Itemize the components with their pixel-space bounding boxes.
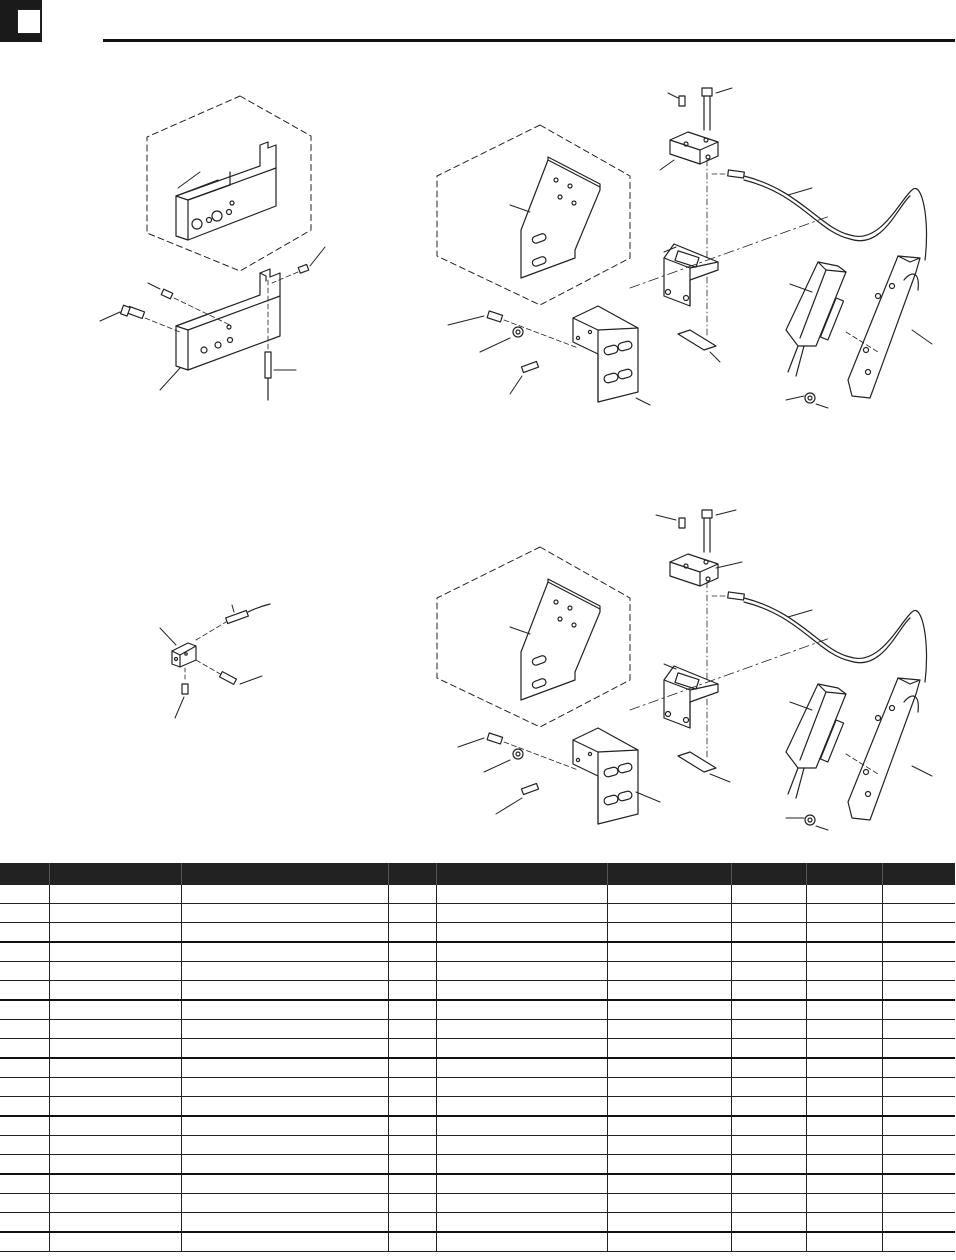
table-cell bbox=[49, 923, 181, 943]
small-sensor-block bbox=[172, 643, 196, 667]
table-cell bbox=[607, 1058, 731, 1078]
table-cell bbox=[882, 1232, 955, 1252]
table-cell bbox=[181, 962, 388, 981]
table-cell bbox=[388, 885, 436, 904]
set-screw-left bbox=[161, 289, 173, 299]
table-cell bbox=[436, 923, 607, 943]
table-cell bbox=[0, 1020, 49, 1039]
table-cell bbox=[806, 981, 882, 1001]
table-cell bbox=[388, 1078, 436, 1097]
table-cell bbox=[731, 1097, 806, 1117]
table-cell bbox=[806, 1116, 882, 1136]
table-cell bbox=[806, 1020, 882, 1039]
table-cell bbox=[49, 962, 181, 981]
table-cell bbox=[49, 1020, 181, 1039]
table-cell bbox=[436, 981, 607, 1001]
table-cell bbox=[607, 1039, 731, 1059]
optional-sensor-block bbox=[176, 142, 276, 240]
table-cell bbox=[181, 923, 388, 943]
small-set-screw bbox=[182, 684, 188, 694]
table-row bbox=[0, 1058, 955, 1078]
table-cell bbox=[388, 1116, 436, 1136]
table-cell bbox=[388, 1213, 436, 1233]
optional-mounting-bracket bbox=[521, 157, 600, 278]
table-cell bbox=[388, 981, 436, 1001]
table-cell bbox=[607, 1194, 731, 1213]
table-cell bbox=[731, 1194, 806, 1213]
table-row bbox=[0, 962, 955, 981]
table-cell bbox=[388, 1136, 436, 1155]
table-cell bbox=[436, 1194, 607, 1213]
sensor-holder-block bbox=[670, 554, 718, 586]
table-cell bbox=[49, 1097, 181, 1117]
table-cell bbox=[388, 923, 436, 943]
table-cell bbox=[181, 1078, 388, 1097]
table-cell bbox=[806, 1058, 882, 1078]
table-cell bbox=[388, 942, 436, 962]
table-cell bbox=[806, 885, 882, 904]
table-cell bbox=[731, 1232, 806, 1252]
table-cell bbox=[607, 1097, 731, 1117]
table-cell bbox=[49, 1000, 181, 1020]
table-cell bbox=[607, 1232, 731, 1252]
table-cell bbox=[436, 1078, 607, 1097]
table-cell bbox=[181, 1058, 388, 1078]
table-cell bbox=[882, 1097, 955, 1117]
table-cell bbox=[806, 1213, 882, 1233]
table-cell bbox=[607, 904, 731, 923]
table-cell bbox=[731, 962, 806, 981]
small-sensor-assembly-bottom-left bbox=[160, 604, 270, 718]
din-rail-plate bbox=[848, 256, 920, 398]
table-cell bbox=[0, 904, 49, 923]
table-cell bbox=[0, 1000, 49, 1020]
table-cell bbox=[882, 885, 955, 904]
table-cell bbox=[806, 923, 882, 943]
parts-list-table bbox=[0, 863, 955, 1252]
table-cell bbox=[731, 904, 806, 923]
table-row bbox=[0, 885, 955, 904]
table-cell bbox=[882, 1078, 955, 1097]
washer bbox=[513, 749, 523, 759]
nut-bottom bbox=[805, 393, 815, 403]
table-cell bbox=[181, 904, 388, 923]
washer bbox=[513, 327, 523, 337]
table-cell bbox=[436, 1000, 607, 1020]
table-cell bbox=[0, 981, 49, 1001]
fiber-cable bbox=[728, 170, 927, 260]
table-cell bbox=[436, 942, 607, 962]
table-cell bbox=[806, 1174, 882, 1194]
screw-1 bbox=[487, 733, 502, 744]
table-cell bbox=[0, 1078, 49, 1097]
table-header-row bbox=[0, 863, 955, 885]
table-cell bbox=[388, 1232, 436, 1252]
sensor-holder-block bbox=[670, 132, 718, 164]
table-cell bbox=[607, 1155, 731, 1175]
table-cell bbox=[731, 1078, 806, 1097]
table-row bbox=[0, 1194, 955, 1213]
table-cell bbox=[49, 1174, 181, 1194]
table-row bbox=[0, 1213, 955, 1233]
optional-mounting-bracket bbox=[521, 579, 600, 700]
table-cell bbox=[181, 1174, 388, 1194]
table-cell bbox=[882, 1116, 955, 1136]
table-cell bbox=[806, 1155, 882, 1175]
shim-plate bbox=[678, 330, 716, 350]
set-screw-top bbox=[679, 518, 685, 528]
screw-1 bbox=[487, 311, 502, 322]
table-cell bbox=[181, 1039, 388, 1059]
table-cell bbox=[388, 904, 436, 923]
table-cell bbox=[0, 1174, 49, 1194]
table-cell bbox=[388, 962, 436, 981]
screw-2 bbox=[521, 361, 538, 372]
table-cell bbox=[731, 885, 806, 904]
table-row bbox=[0, 1232, 955, 1252]
table-cell bbox=[436, 1020, 607, 1039]
table-cell bbox=[436, 904, 607, 923]
table-cell bbox=[806, 1000, 882, 1020]
table-cell bbox=[731, 1116, 806, 1136]
mounting-bracket-main bbox=[573, 306, 638, 402]
table-cell bbox=[181, 1155, 388, 1175]
table-cell bbox=[607, 1174, 731, 1194]
table-cell bbox=[882, 1155, 955, 1175]
table-row bbox=[0, 1000, 955, 1020]
table-cell bbox=[731, 1000, 806, 1020]
table-cell bbox=[0, 1136, 49, 1155]
table-cell bbox=[607, 981, 731, 1001]
col-header bbox=[731, 863, 806, 885]
table-cell bbox=[388, 1155, 436, 1175]
table-row bbox=[0, 1136, 955, 1155]
table-cell bbox=[882, 1020, 955, 1039]
cap-screw-left bbox=[120, 305, 144, 318]
mounting-bracket-main bbox=[573, 728, 638, 824]
table-cell bbox=[181, 942, 388, 962]
table-cell bbox=[731, 1039, 806, 1059]
table-cell bbox=[0, 1039, 49, 1059]
table-cell bbox=[49, 1136, 181, 1155]
table-cell bbox=[181, 1194, 388, 1213]
table-row bbox=[0, 1174, 955, 1194]
table-cell bbox=[806, 904, 882, 923]
table-cell bbox=[607, 1000, 731, 1020]
table-cell bbox=[882, 1213, 955, 1233]
table-cell bbox=[731, 1136, 806, 1155]
table-cell bbox=[882, 1136, 955, 1155]
table-cell bbox=[731, 923, 806, 943]
table-cell bbox=[882, 1000, 955, 1020]
col-header bbox=[0, 863, 49, 885]
table-cell bbox=[49, 904, 181, 923]
table-cell bbox=[49, 942, 181, 962]
table-cell bbox=[49, 1078, 181, 1097]
table-cell bbox=[607, 1116, 731, 1136]
fiber-amplifier-unit bbox=[786, 684, 846, 798]
table-cell bbox=[388, 1174, 436, 1194]
table-row bbox=[0, 1097, 955, 1117]
table-cell bbox=[0, 1194, 49, 1213]
table-cell bbox=[882, 962, 955, 981]
table-cell bbox=[436, 1155, 607, 1175]
table-cell bbox=[882, 1194, 955, 1213]
table-row bbox=[0, 942, 955, 962]
table-cell bbox=[181, 1213, 388, 1233]
table-cell bbox=[388, 1020, 436, 1039]
table-cell bbox=[882, 904, 955, 923]
fiber-amplifier-unit bbox=[786, 262, 846, 376]
table-cell bbox=[49, 1116, 181, 1136]
table-cell bbox=[436, 962, 607, 981]
col-header bbox=[436, 863, 607, 885]
table-cell bbox=[181, 1232, 388, 1252]
table-row bbox=[0, 981, 955, 1001]
table-cell bbox=[607, 1078, 731, 1097]
table-cell bbox=[436, 1213, 607, 1233]
table-cell bbox=[436, 1174, 607, 1194]
table-cell bbox=[731, 1155, 806, 1175]
table-cell bbox=[731, 1213, 806, 1233]
table-cell bbox=[806, 1136, 882, 1155]
table-cell bbox=[49, 1039, 181, 1059]
shim-plate bbox=[678, 752, 716, 772]
col-header bbox=[181, 863, 388, 885]
table-cell bbox=[388, 1194, 436, 1213]
table-cell bbox=[0, 1058, 49, 1078]
sensor-bracket-assembly-top-right bbox=[437, 88, 932, 408]
table-cell bbox=[607, 923, 731, 943]
table-cell bbox=[0, 1155, 49, 1175]
screw-2 bbox=[521, 783, 538, 794]
table-cell bbox=[731, 1058, 806, 1078]
table-cell bbox=[607, 1020, 731, 1039]
table-cell bbox=[436, 1136, 607, 1155]
table-cell bbox=[0, 962, 49, 981]
table-cell bbox=[607, 1136, 731, 1155]
table-cell bbox=[49, 1213, 181, 1233]
table-cell bbox=[806, 1194, 882, 1213]
col-header bbox=[49, 863, 181, 885]
table-cell bbox=[731, 1020, 806, 1039]
table-cell bbox=[607, 885, 731, 904]
table-row bbox=[0, 1078, 955, 1097]
col-header bbox=[882, 863, 955, 885]
table-cell bbox=[436, 1097, 607, 1117]
table-row bbox=[0, 904, 955, 923]
table-cell bbox=[388, 1097, 436, 1117]
fiber-cable bbox=[728, 592, 927, 682]
table-cell bbox=[436, 1058, 607, 1078]
table-row bbox=[0, 1155, 955, 1175]
table-cell bbox=[49, 1194, 181, 1213]
table-cell bbox=[0, 885, 49, 904]
table-cell bbox=[882, 1058, 955, 1078]
table-row bbox=[0, 1039, 955, 1059]
table-cell bbox=[806, 962, 882, 981]
table-cell bbox=[49, 981, 181, 1001]
table-cell bbox=[388, 1039, 436, 1059]
table-cell bbox=[0, 1232, 49, 1252]
table-cell bbox=[731, 1174, 806, 1194]
table-cell bbox=[0, 942, 49, 962]
nut-bottom bbox=[805, 815, 815, 825]
table-cell bbox=[806, 942, 882, 962]
table-cell bbox=[806, 1078, 882, 1097]
table-cell bbox=[49, 1155, 181, 1175]
table-cell bbox=[49, 1232, 181, 1252]
table-cell bbox=[0, 923, 49, 943]
long-screw-top bbox=[702, 88, 712, 130]
l-bracket-small bbox=[664, 244, 718, 306]
table-cell bbox=[436, 1116, 607, 1136]
table-cell bbox=[181, 1000, 388, 1020]
din-rail-plate bbox=[848, 678, 920, 820]
table-cell bbox=[0, 1213, 49, 1233]
set-screw-right bbox=[298, 264, 309, 273]
table-cell bbox=[181, 1136, 388, 1155]
table-cell bbox=[0, 1097, 49, 1117]
table-cell bbox=[731, 981, 806, 1001]
sensor-block-assembly-top-left bbox=[100, 96, 325, 400]
table-cell bbox=[806, 1232, 882, 1252]
table-cell bbox=[436, 1039, 607, 1059]
table-row bbox=[0, 1116, 955, 1136]
table-cell bbox=[882, 1174, 955, 1194]
table-cell bbox=[806, 1097, 882, 1117]
set-screw-top bbox=[679, 96, 685, 106]
table-cell bbox=[181, 1097, 388, 1117]
table-cell bbox=[882, 923, 955, 943]
table-cell bbox=[388, 1000, 436, 1020]
table-cell bbox=[436, 885, 607, 904]
table-cell bbox=[181, 981, 388, 1001]
table-cell bbox=[49, 885, 181, 904]
table-cell bbox=[882, 1039, 955, 1059]
col-header bbox=[388, 863, 436, 885]
table-cell bbox=[607, 942, 731, 962]
sensor-bracket-assembly-bottom-right bbox=[437, 510, 932, 830]
table-cell bbox=[882, 981, 955, 1001]
col-header bbox=[607, 863, 731, 885]
long-screw-top bbox=[702, 510, 712, 552]
l-bracket-small bbox=[664, 666, 718, 728]
table-cell bbox=[607, 962, 731, 981]
table-cell bbox=[436, 1232, 607, 1252]
table-cell bbox=[388, 1058, 436, 1078]
table-cell bbox=[806, 1039, 882, 1059]
col-header bbox=[806, 863, 882, 885]
table-cell bbox=[181, 1116, 388, 1136]
table-cell bbox=[181, 1020, 388, 1039]
small-screw bbox=[220, 672, 237, 685]
table-cell bbox=[0, 1116, 49, 1136]
table-cell bbox=[731, 942, 806, 962]
table-cell bbox=[882, 942, 955, 962]
table-cell bbox=[607, 1213, 731, 1233]
table-row bbox=[0, 923, 955, 943]
table-row bbox=[0, 1020, 955, 1039]
table-cell bbox=[49, 1058, 181, 1078]
table-cell bbox=[181, 885, 388, 904]
